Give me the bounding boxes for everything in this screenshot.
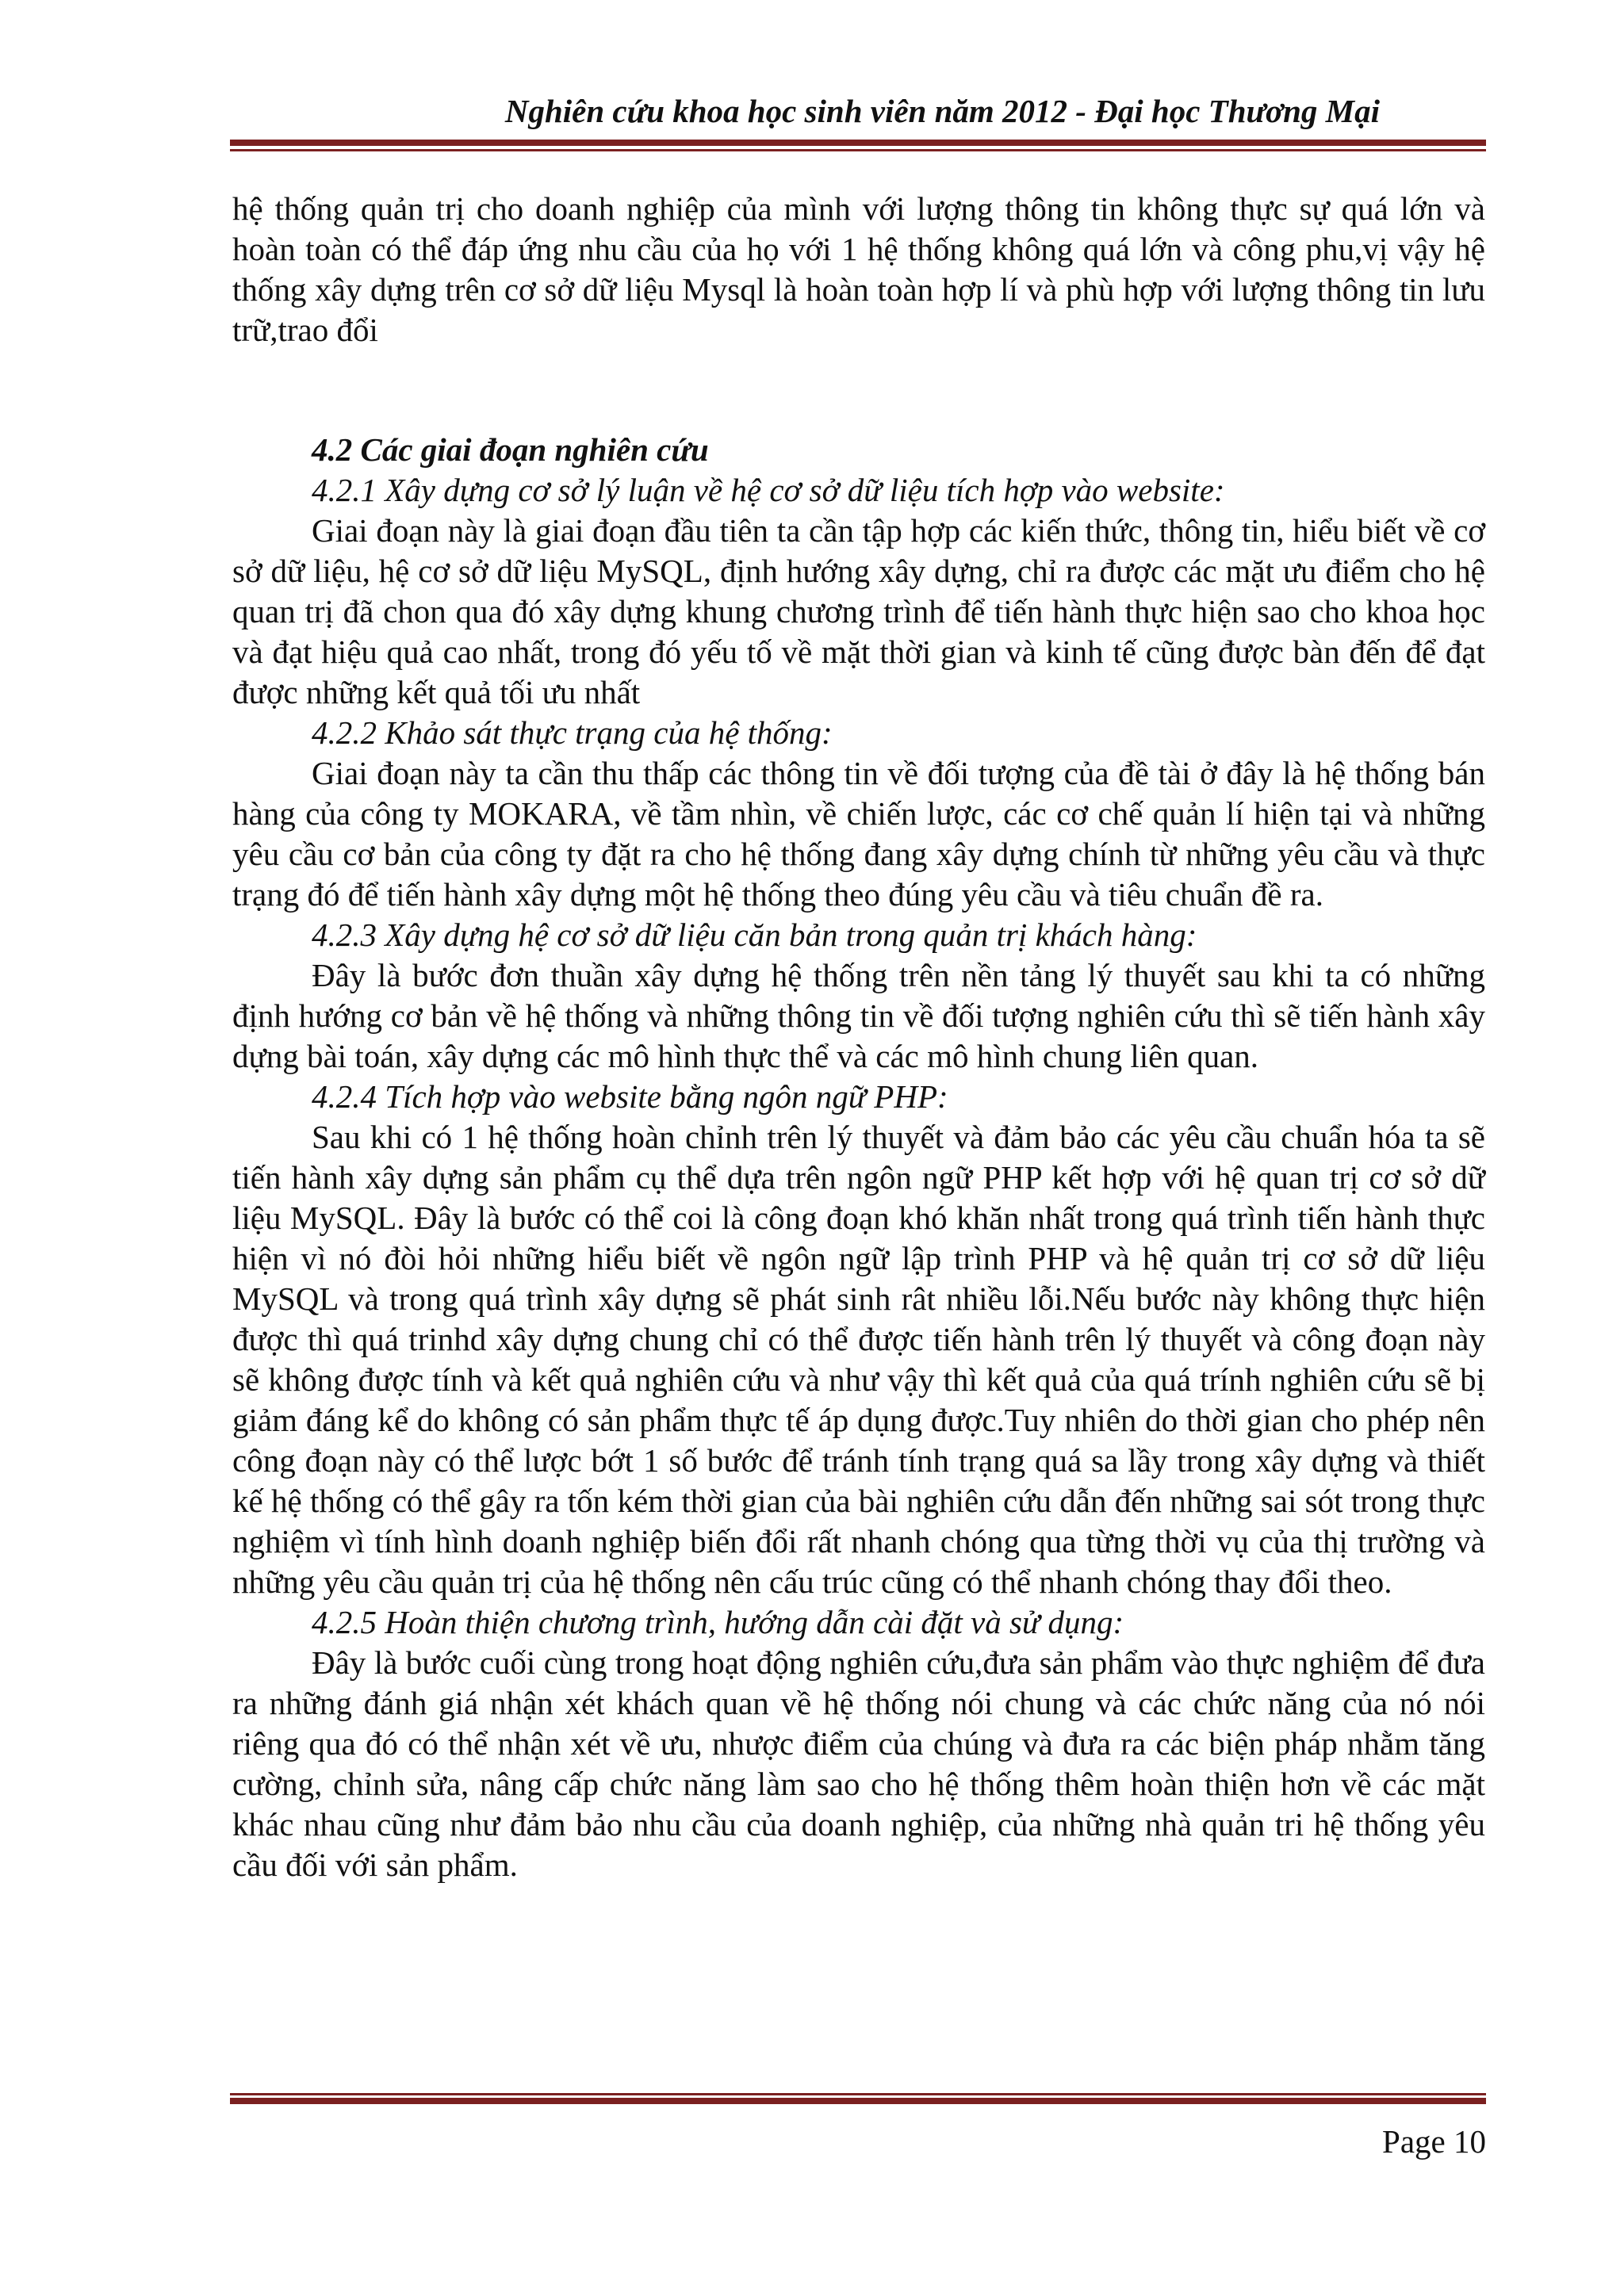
subsection-heading-4-2-3: 4.2.3 Xây dựng hệ cơ sở dữ liệu căn bản trong quản trị khách hàng: bbox=[312, 916, 1197, 953]
page-body bbox=[232, 189, 1485, 1885]
page-number: Page 10 bbox=[1382, 2123, 1486, 2160]
subsection-body-4-2-4: Sau khi có 1 hệ thống hoàn chỉnh trên lý thuyết và đảm bảo các yêu cầu chuẩn hóa ta sẽ tiến hành xây dựng sản phẩm cụ thể dựa trên ngôn ngữ PHP kết hợp với hệ quan trị cơ sở dữ liệu MySQL. Đây là bước có thể coi là công đoạn khó khăn nhất trong quá trình tiến hành thực hiện vì nó đòi hỏi những hiểu biết về ngôn ngữ lập trình PHP và hệ quản trị cơ sở dữ liệu MySQL và trong quá trình xây dựng sẽ phát sinh rât nhiều lỗi.Nếu bước này không thực hiện được thì quá trinhd xây dựng chung chỉ có thể được tiến hành trên lý thuyết và công đoạn này sẽ không được tính và kết quả nghiên cứu và như vậy thì kết quả của quá trính nghiên cứu sẽ bị giảm đáng kể do không có sản phẩm thực tế áp dụng được.Tuy nhiên do thời gian cho phép nên công đoạn này có thể lược bớt 1 số bước để tránh tính trạng quá sa lầy trong xây dựng và thiết kế hệ thống có thể gây ra tốn kém thời gian của bài nghiên cứu dẫn đến những sai sót trong thực nghiệm vì tính hình doanh nghiệp biến đổi rất nhanh chóng qua từng thời vụ của thị trường và những yêu cầu quản trị của hệ thống nên cấu trúc cũng có thể nhanh chóng thay đổi theo. bbox=[232, 1119, 1485, 1600]
subsection-body-4-2-3: Đây là bước đơn thuần xây dựng hệ thống trên nền tảng lý thuyết sau khi ta có những định hướng cơ bản về hệ thống và những thông tin về đối tượng nghiên cứu thì sẽ tiến hành xây dựng bài toán, xây dựng các mô hình thực thể và các mô hình chung liên quan. bbox=[232, 957, 1485, 1074]
subsection-heading-4-2-5: 4.2.5 Hoàn thiện chương trình, hướng dẫn cài đặt và sử dụng: bbox=[312, 1604, 1124, 1640]
subsection-heading-4-2-4: 4.2.4 Tích hợp vào website bằng ngôn ngữ PHP: bbox=[312, 1078, 948, 1115]
footer-rule-thin bbox=[230, 2093, 1486, 2095]
subsection-body-4-2-2: Giai đoạn này ta cần thu thấp các thông tin về đối tượng của đề tài ở đây là hệ thống bán hàng của công ty MOKARA, về tầm nhìn, về chiến lược, các cơ chế quản lí hiện tại và những yêu cầu cơ bản của công ty đặt ra cho hệ thống đang xây dựng chính từ những yêu cầu và thực trạng đó để tiến hành xây dựng một hệ thống theo đúng yêu cầu và tiêu chuẩn đề ra. bbox=[232, 755, 1485, 913]
section-heading: 4.2 Các giai đoạn nghiên cứu bbox=[312, 431, 709, 468]
subsection-body-4-2-1: Giai đoạn này là giai đoạn đầu tiên ta cần tập hợp các kiến thức, thông tin, hiểu biết về cơ sở dữ liệu, hệ cơ sở dữ liệu MySQL, định hướng xây dựng, chỉ ra được các mặt ưu điểm cho hệ quan trị đã chon qua đó xây dựng khung chương trình để tiến hành thực hiện sao cho khoa học và đạt hiệu quả cao nhất, trong đó yếu tố về mặt thời gian và kinh tế cũng được bàn đến để đạt được những kết quả tối ưu nhất bbox=[232, 512, 1485, 710]
running-header: Nghiên cứu khoa học sinh viên năm 2012 - Đại học Thương Mại bbox=[504, 93, 1380, 129]
footer-rule-thick bbox=[230, 2098, 1486, 2104]
subsection-heading-4-2-1: 4.2.1 Xây dựng cơ sở lý luận về hệ cơ sở dữ liệu tích hợp vào website: bbox=[312, 472, 1225, 508]
header-rule-thick bbox=[230, 140, 1486, 146]
paragraph-spacer bbox=[232, 350, 1485, 430]
intro-paragraph: hệ thống quản trị cho doanh nghiệp của mình với lượng thông tin không thực sự quá lớn và hoàn toàn có thể đáp ứng nhu cầu của họ với 1 hệ thống không quá lớn và công phu,vị vậy hệ thống xây dựng trên cơ sở dữ liệu Mysql là hoàn toàn hợp lí và phù hợp với lượng thông tin lưu trữ,trao đổi bbox=[232, 190, 1485, 348]
subsection-body-4-2-5: Đây là bước cuối cùng trong hoạt động nghiên cứu,đưa sản phẩm vào thực nghiệm để đưa ra những đánh giá nhận xét khách quan về hệ thống nói chung và các chức năng của nó nói riêng qua đó có thể nhận xét về ưu, nhược điểm của chúng và đưa ra các biện pháp nhằm tăng cường, chỉnh sửa, nâng cấp chức năng làm sao cho hệ thống thêm hoàn thiện hơn về các mặt khác nhau cũng như đảm bảo nhu cầu của doanh nghiệp, của những nhà quản tri hệ thống yêu cầu đối với sản phẩm. bbox=[232, 1644, 1485, 1883]
subsection-heading-4-2-2: 4.2.2 Khảo sát thực trạng của hệ thống: bbox=[312, 714, 833, 751]
header-rule-thin bbox=[230, 149, 1486, 151]
